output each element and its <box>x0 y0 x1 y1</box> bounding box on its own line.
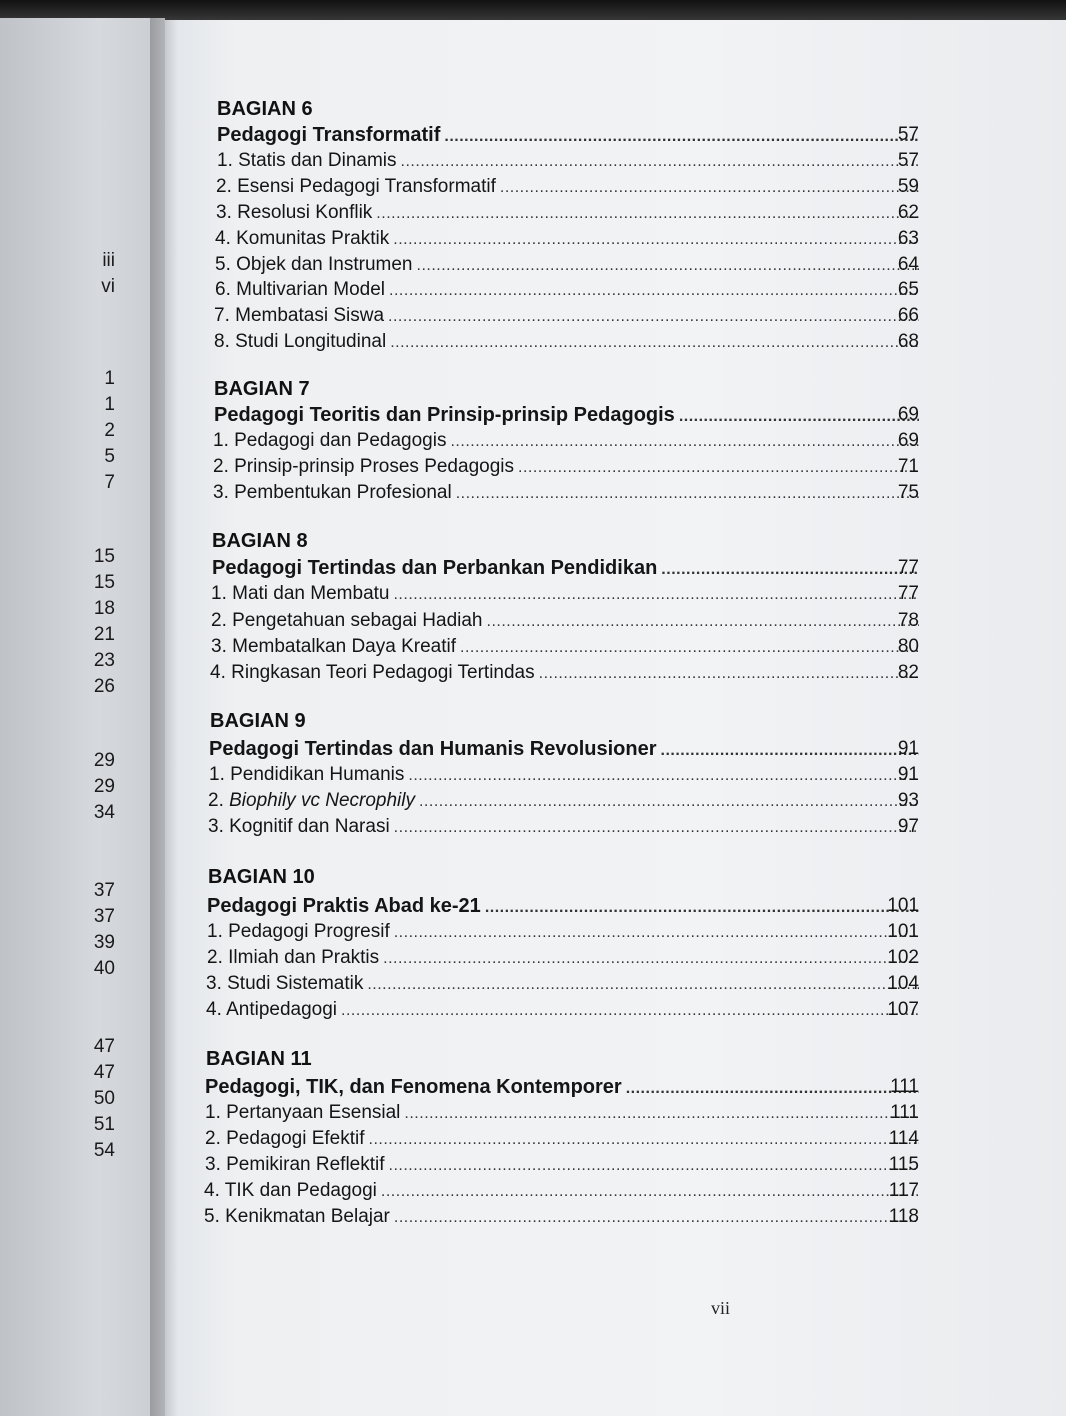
page-number: 101 <box>887 921 919 942</box>
left-page-number: 40 <box>93 958 115 979</box>
toc-entry[interactable] <box>206 973 919 997</box>
left-page-number: 54 <box>93 1140 115 1161</box>
toc-entry[interactable] <box>206 999 919 1023</box>
entry-label: 1. Mati dan Membatu <box>211 583 390 604</box>
left-page-number: 29 <box>93 750 115 771</box>
dot-leader <box>408 767 919 785</box>
left-page-number: 37 <box>93 906 115 927</box>
left-page-number: 7 <box>104 472 115 493</box>
section-title: Pedagogi Transformatif <box>217 124 441 146</box>
toc-entry[interactable] <box>217 150 919 174</box>
toc-entry[interactable] <box>215 279 919 303</box>
toc-entry[interactable] <box>213 456 919 480</box>
page-number: 97 <box>897 816 919 837</box>
toc-entry[interactable] <box>205 1102 919 1126</box>
page-number: 71 <box>897 456 919 477</box>
dot-leader <box>381 1183 919 1201</box>
dot-leader <box>419 793 919 811</box>
dot-leader <box>389 282 919 300</box>
page-number: 117 <box>888 1180 919 1201</box>
section-title-row[interactable] <box>205 1076 919 1100</box>
left-page-number: 15 <box>93 546 115 567</box>
dot-leader <box>456 485 919 503</box>
toc-entry[interactable] <box>204 1180 919 1204</box>
toc-entry[interactable] <box>207 947 919 971</box>
page-number: 91 <box>897 764 919 785</box>
dot-leader <box>450 433 919 451</box>
entry-label: 6. Multivarian Model <box>215 279 386 300</box>
entry-label: 4. Ringkasan Teori Pedagogi Tertindas <box>210 662 535 683</box>
page-number: 64 <box>897 254 919 275</box>
section-title-row[interactable] <box>209 738 919 762</box>
page-number: 114 <box>888 1128 919 1149</box>
dot-leader <box>389 1157 919 1175</box>
page-number: 82 <box>897 662 919 683</box>
entry-label: 8. Studi Longitudinal <box>214 331 387 352</box>
entry-label: 1. Pertanyaan Esensial <box>205 1102 401 1123</box>
section-title-row[interactable] <box>217 124 919 148</box>
left-page-edge <box>0 18 165 1416</box>
left-page-number: 39 <box>93 932 115 953</box>
page-number: 63 <box>897 228 919 249</box>
page-number: 69 <box>897 430 919 451</box>
toc-entry[interactable] <box>215 228 919 252</box>
left-page-number: 1 <box>104 394 115 415</box>
left-page-number: 15 <box>93 572 115 593</box>
entry-label: 4. TIK dan Pedagogi <box>204 1180 377 1201</box>
dot-leader <box>485 899 919 917</box>
toc-entry[interactable] <box>205 1128 919 1152</box>
page-number: 101 <box>887 895 919 916</box>
section-heading: BAGIAN 7 <box>214 378 310 400</box>
dot-leader <box>404 1105 919 1123</box>
toc-entry[interactable] <box>208 816 919 840</box>
dot-leader <box>394 1209 919 1227</box>
dot-leader <box>383 950 919 968</box>
toc-entry[interactable] <box>205 1154 919 1178</box>
entry-label: 2. Pengetahuan sebagai Hadiah <box>211 610 483 631</box>
toc-entry[interactable] <box>213 482 919 506</box>
page-number: 57 <box>897 150 919 171</box>
toc-entry[interactable] <box>211 610 919 634</box>
entry-label: 2. Esensi Pedagogi Transformatif <box>216 176 496 197</box>
entry-italic-title: Biophily vc Necrophily <box>229 790 415 811</box>
left-page-number: 47 <box>93 1062 115 1083</box>
left-page-number: 21 <box>93 624 115 645</box>
entry-label: 7. Membatasi Siswa <box>214 305 385 326</box>
book-gutter-shadow <box>150 18 178 1416</box>
left-page-number: 18 <box>93 598 115 619</box>
dot-leader <box>388 308 919 326</box>
left-page-number: vi <box>101 276 115 297</box>
dot-leader <box>539 665 919 683</box>
toc-entry[interactable] <box>211 583 919 607</box>
entry-number: 2. <box>208 790 230 811</box>
entry-label: 2. Ilmiah dan Praktis <box>207 947 380 968</box>
section-title: Pedagogi Tertindas dan Humanis Revolusioner <box>209 738 657 760</box>
toc-entry[interactable] <box>216 202 919 226</box>
entry-label: 1. Pedagogi dan Pedagogis <box>213 430 447 451</box>
dot-leader <box>460 639 919 657</box>
section-title: Pedagogi Teoritis dan Prinsip-prinsip Pedagogis <box>214 404 675 426</box>
page-number: 57 <box>897 124 919 145</box>
page-number: 59 <box>897 176 919 197</box>
page-number: 107 <box>887 999 919 1020</box>
entry-label: 3. Membatalkan Daya Kreatif <box>211 636 457 657</box>
entry-label: 1. Pedagogi Progresif <box>207 921 390 942</box>
toc-entry[interactable] <box>216 176 919 200</box>
table-of-contents-page <box>165 20 1066 1416</box>
left-page-number: iii <box>102 250 115 271</box>
left-page-number: 23 <box>93 650 115 671</box>
left-page-number: 5 <box>104 446 115 467</box>
section-title-row[interactable] <box>207 895 919 919</box>
dot-leader <box>394 819 919 837</box>
page-number: 118 <box>888 1206 919 1227</box>
entry-label: 3. Pembentukan Profesional <box>213 482 452 503</box>
section-heading: BAGIAN 8 <box>212 530 308 552</box>
dot-leader <box>341 1002 919 1020</box>
dot-leader <box>376 205 919 223</box>
left-page-number: 26 <box>93 676 115 697</box>
left-page-number: 47 <box>93 1036 115 1057</box>
section-heading: BAGIAN 11 <box>206 1048 312 1070</box>
left-page-number: 51 <box>93 1114 115 1135</box>
toc-entry[interactable] <box>214 305 919 329</box>
dot-leader <box>500 179 919 197</box>
toc-entry[interactable] <box>204 1206 919 1230</box>
entry-label <box>208 790 419 812</box>
page-number: 111 <box>890 1102 919 1123</box>
page-number: 62 <box>897 202 919 223</box>
section-title: Pedagogi Tertindas dan Perbankan Pendidikan <box>212 557 658 579</box>
section-heading: BAGIAN 10 <box>208 866 315 888</box>
entry-label: 3. Resolusi Konflik <box>216 202 373 223</box>
page-number: 78 <box>897 610 919 631</box>
toc-entry[interactable] <box>211 636 919 660</box>
dot-leader <box>401 153 919 171</box>
dot-leader <box>487 613 919 631</box>
page-number: 91 <box>897 738 919 759</box>
toc-entry[interactable] <box>210 662 919 686</box>
dot-leader <box>444 128 919 146</box>
section-title: Pedagogi Praktis Abad ke-21 <box>207 895 481 917</box>
page-number: 115 <box>888 1154 919 1175</box>
left-page-number: 37 <box>93 880 115 901</box>
entry-label: 1. Statis dan Dinamis <box>217 150 397 171</box>
entry-label: 3. Pemikiran Reflektif <box>205 1154 385 1175</box>
page-number: 77 <box>897 583 919 604</box>
page-number: 68 <box>897 331 919 352</box>
section-heading: BAGIAN 9 <box>210 710 306 732</box>
section-title-row[interactable] <box>214 404 919 428</box>
entry-label: 2. Pedagogi Efektif <box>205 1128 365 1149</box>
toc-entry[interactable] <box>214 331 919 355</box>
section-title: Pedagogi, TIK, dan Fenomena Kontemporer <box>205 1076 622 1098</box>
dot-leader <box>417 257 920 275</box>
page-number: 104 <box>887 973 919 994</box>
toc-entry[interactable] <box>213 430 919 454</box>
entry-label: 1. Pendidikan Humanis <box>209 764 405 785</box>
dot-leader <box>369 1131 920 1149</box>
entry-label: 3. Studi Sistematik <box>206 973 364 994</box>
dot-leader <box>390 334 919 352</box>
toc-entry[interactable] <box>207 921 919 945</box>
dot-leader <box>367 976 919 994</box>
page-number: 65 <box>897 279 919 300</box>
dot-leader <box>394 924 919 942</box>
toc-entry[interactable] <box>208 790 919 814</box>
entry-label: 5. Objek dan Instrumen <box>215 254 413 275</box>
dot-leader <box>393 586 919 604</box>
left-page-number: 50 <box>93 1088 115 1109</box>
entry-label: 4. Komunitas Praktik <box>215 228 390 249</box>
left-page-number: 1 <box>104 368 115 389</box>
section-heading: BAGIAN 6 <box>217 98 313 120</box>
entry-label: 5. Kenikmatan Belajar <box>204 1206 390 1227</box>
entry-label: 3. Kognitif dan Narasi <box>208 816 390 837</box>
page-number: 102 <box>887 947 919 968</box>
dot-leader <box>518 459 919 477</box>
toc-entry[interactable] <box>215 254 919 278</box>
entry-label: 2. Prinsip-prinsip Proses Pedagogis <box>213 456 514 477</box>
left-page-number: 2 <box>104 420 115 441</box>
page-number: 75 <box>897 482 919 503</box>
page-number: 77 <box>897 557 919 578</box>
page-number: 111 <box>890 1076 919 1097</box>
page-number: 66 <box>897 305 919 326</box>
dot-leader <box>393 231 919 249</box>
page-number: 80 <box>897 636 919 657</box>
section-title-row[interactable] <box>212 557 919 581</box>
left-page-number: 34 <box>93 802 115 823</box>
left-page-number: 29 <box>93 776 115 797</box>
page-number: 93 <box>897 790 919 811</box>
footer-page-number: vii <box>711 1298 731 1318</box>
page-number: 69 <box>897 404 919 425</box>
entry-label: 4. Antipedagogi <box>206 999 338 1020</box>
toc-entry[interactable] <box>209 764 919 788</box>
